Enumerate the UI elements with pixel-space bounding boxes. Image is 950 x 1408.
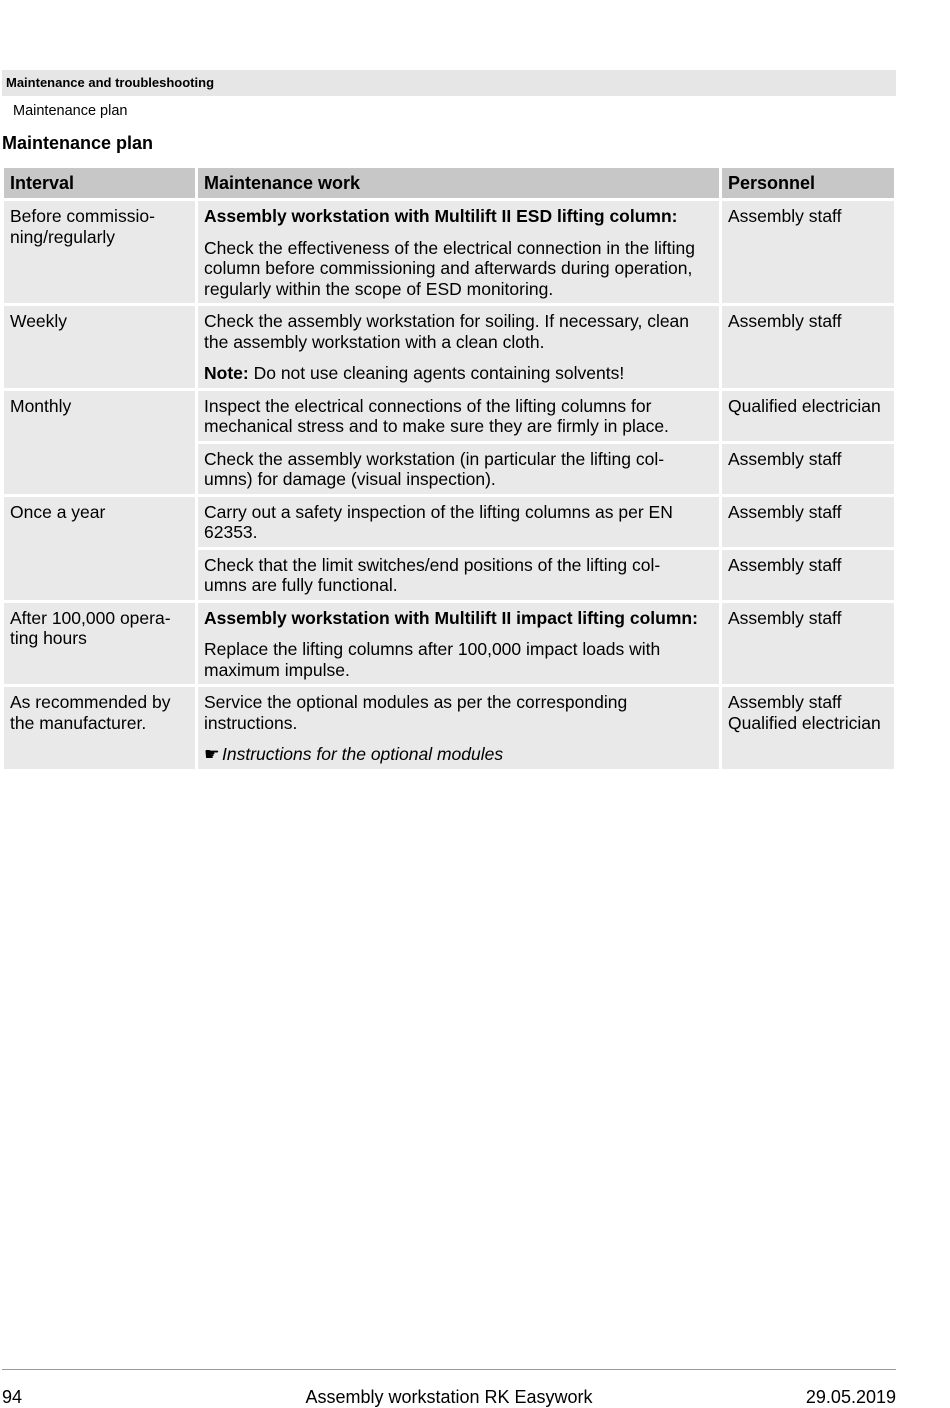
footer-divider: [2, 1369, 896, 1370]
maintenance-plan-table: [1, 165, 897, 772]
work-text: Service the optional modules as per the corresponding instructions.: [204, 692, 628, 733]
interval-cell: As recommended by the manufacturer.: [4, 687, 195, 769]
personnel-cell: Assembly staff: [722, 444, 894, 494]
personnel-cell: Assembly staff: [722, 201, 894, 303]
subsection-header: Maintenance plan: [13, 103, 128, 119]
table-header-row: [4, 168, 894, 198]
footer-date: 29.05.2019: [805, 1387, 896, 1407]
table-row: [4, 391, 894, 441]
footer-product: Assembly workstation RK Easywork: [305, 1387, 593, 1407]
interval-cell: [4, 201, 195, 303]
interval-text: After 100,000 opera- ting hours: [10, 607, 171, 648]
personnel-cell: Qualified electrician: [722, 391, 894, 441]
work-cell: [198, 201, 719, 303]
personnel-cell: Assembly staff: [722, 550, 894, 600]
note: [204, 363, 713, 384]
column-header-personnel: Personnel: [722, 168, 894, 198]
personnel-cell: Assembly staff: [722, 497, 894, 547]
work-heading: Assembly workstation with Multilift II impact lifting column:: [204, 607, 698, 628]
table-row: [4, 201, 894, 303]
column-header-maintenance-work: Maintenance work: [198, 168, 719, 198]
table-row: [4, 603, 894, 685]
work-cell: [198, 603, 719, 685]
work-text: Carry out a safety inspection of the lifting columns as per EN 62353.: [204, 501, 673, 542]
table-row: [4, 497, 894, 547]
work-text: Replace the lifting columns after 100,000 impact loads with maximum impulse.: [204, 639, 661, 680]
cross-reference-link[interactable]: [204, 744, 713, 765]
work-cell: [198, 687, 719, 769]
note-text: Do not use cleaning agents containing solvents!: [248, 363, 625, 383]
work-text: Check the assembly workstation for soiling. If necessary, clean the assembly workstation with a clean cloth.: [204, 311, 690, 352]
personnel-line: Assembly staff: [728, 692, 842, 712]
table-row: [4, 306, 894, 388]
personnel-cell: [722, 687, 894, 769]
work-cell: [198, 444, 719, 494]
column-header-interval: Interval: [4, 168, 195, 198]
interval-text: Before commissio- ning/regularly: [10, 206, 155, 247]
note-label: Note:: [204, 363, 249, 383]
page-number: 94: [2, 1387, 23, 1407]
work-cell: [198, 497, 719, 547]
work-text: Check the effectiveness of the electrical connection in the lifting column before commissioning and afterwards during operation, regularly within the scope of ESD monitoring.: [204, 237, 695, 299]
interval-cell: Once a year: [4, 497, 195, 600]
interval-cell: Monthly: [4, 391, 195, 494]
work-cell: [198, 550, 719, 600]
interval-cell: Weekly: [4, 306, 195, 388]
work-cell: [198, 306, 719, 388]
work-text: Check the assembly workstation (in particular the lifting col- umns) for damage (visual inspection).: [204, 448, 665, 489]
pointing-hand-icon: ☛: [204, 744, 220, 764]
page-title: Maintenance plan: [2, 133, 154, 153]
interval-cell: [4, 603, 195, 685]
work-text: Check that the limit switches/end positions of the lifting col- umns are fully functional.: [204, 554, 661, 595]
section-header: Maintenance and troubleshooting: [2, 70, 896, 96]
work-heading: Assembly workstation with Multilift II ESD lifting column:: [204, 206, 678, 226]
personnel-cell: Assembly staff: [722, 603, 894, 685]
cross-reference-text: Instructions for the optional modules: [222, 744, 504, 764]
work-text: Inspect the electrical connections of the lifting columns for mechanical stress and to make sure they are firmly in place.: [204, 395, 669, 436]
personnel-cell: Assembly staff: [722, 306, 894, 388]
personnel-line: Qualified electrician: [728, 712, 881, 733]
table-row: [4, 687, 894, 769]
work-cell: [198, 391, 719, 441]
